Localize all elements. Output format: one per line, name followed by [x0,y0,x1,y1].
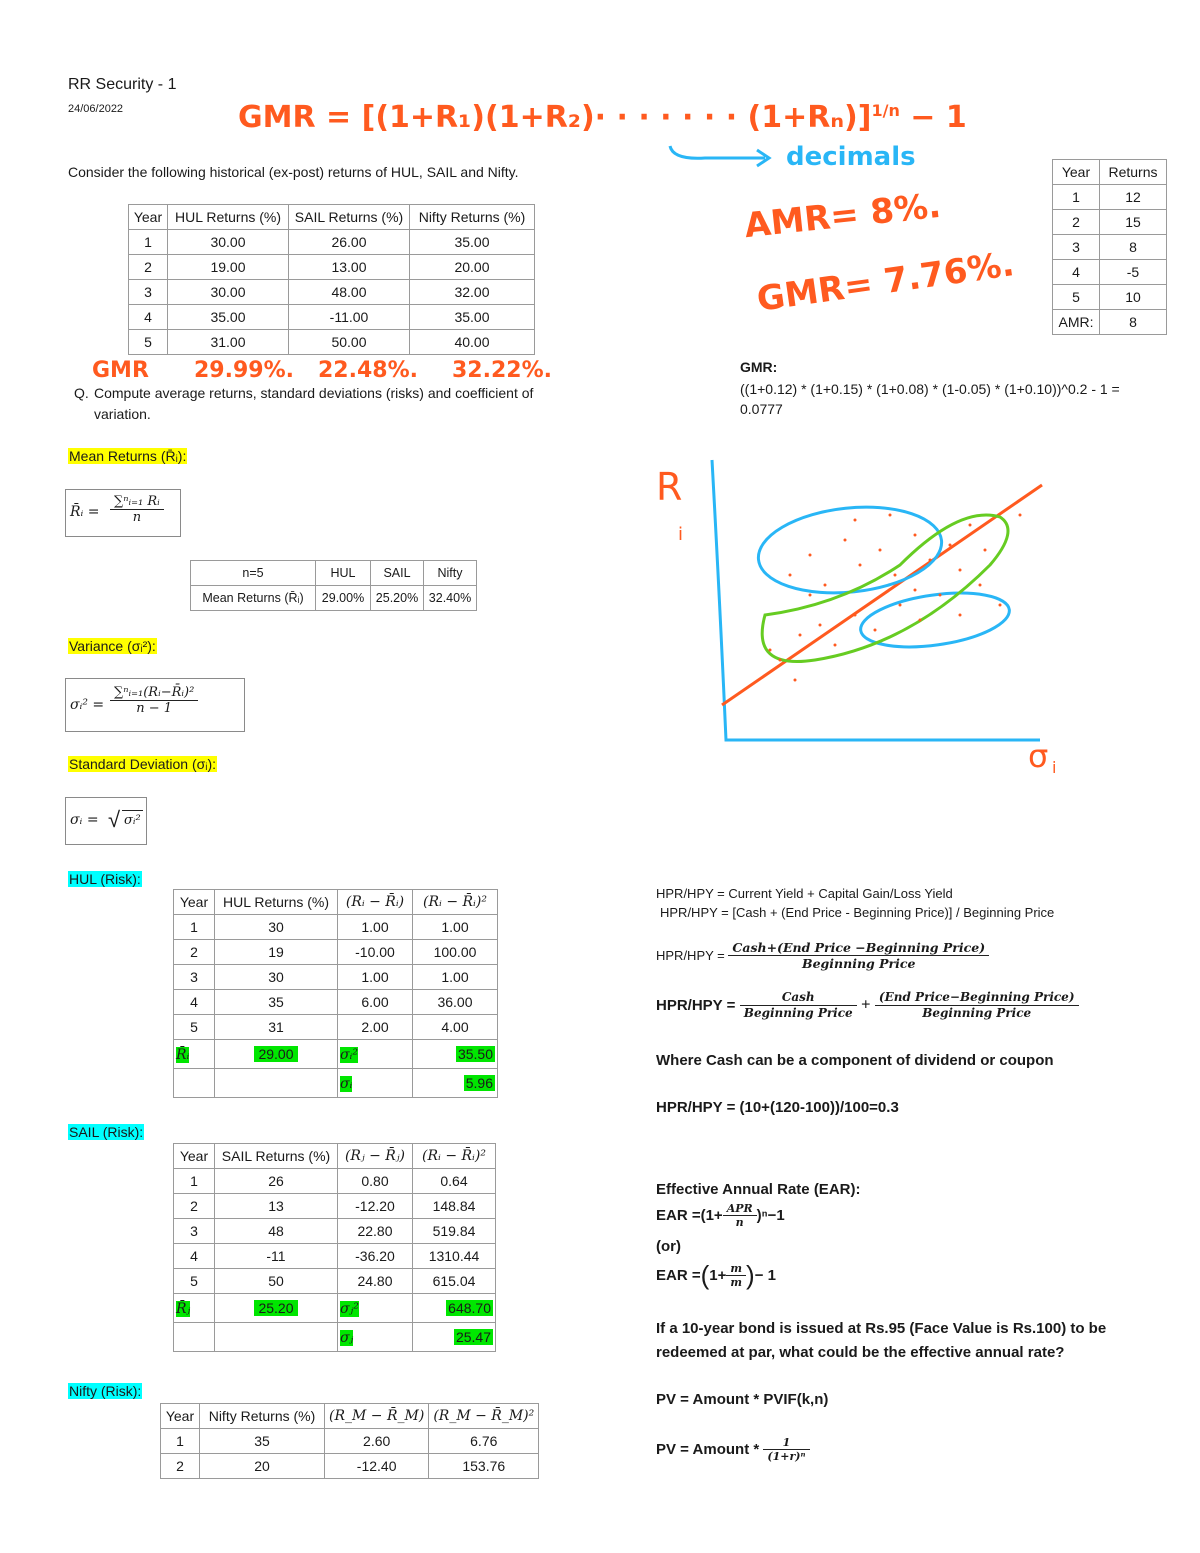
mean-value: 29.00 [254,1046,297,1062]
hpr-line2: HPR/HPY = [Cash + (End Price - Beginning Price)] / Beginning Price [660,905,1055,920]
table-cell: 32.40% [424,586,477,611]
nifty-risk-label [68,1382,142,1400]
sketch-axis-r-sub: i [678,524,684,545]
gmr-note-line1: ((1+0.12) * (1+0.15) * (1+0.08) * (1-0.05) * (1+0.10))^0.2 - 1 = [740,381,1120,397]
table-cell: 15 [1100,210,1167,235]
header-cell: SAIL Returns (%) [215,1144,338,1169]
ear-formula-2 [656,1260,776,1291]
hul-risk-table [173,889,498,1098]
table-cell: 5 [1053,285,1100,310]
ear-f2-rhs: − 1 [754,1267,776,1284]
returns-table-header [129,205,535,230]
table-cell: Mean Returns (R̄ᵢ) [191,586,316,611]
hpr-example: HPR/HPY = (10+(120-100))/100=0.3 [656,1099,899,1116]
ear-or: (or) [656,1238,681,1255]
table-row [129,305,535,330]
table-row-stats [174,1069,498,1098]
hul-risk-label [68,870,142,888]
table-cell: -36.20 [338,1244,413,1269]
stddev-formula [65,797,147,845]
header-cell: (R_M − R̄_M) [325,1404,429,1429]
header-cell: HUL Returns (%) [168,205,289,230]
table-cell: 4 [174,1244,215,1269]
table-row-stats [174,1294,496,1323]
table-row [129,255,535,280]
table-row [191,561,477,586]
decimals-arrow [665,140,785,170]
header-cell: Nifty Returns (%) [200,1404,325,1429]
table-cell: 19 [215,940,338,965]
hand-gmr-minus: − 1 [910,100,967,135]
stddev-value: 25.47 [455,1329,491,1345]
bond-question-1: If a 10-year bond is issued at Rs.95 (Face Value is Rs.100) to be [656,1320,1107,1337]
table-cell: -12.40 [325,1454,429,1479]
ear-f2-paren-right: ) [746,1260,755,1290]
hpr-f2-num1: Cash [740,990,857,1006]
mean-label-text: Mean Returns (R̄ᵢ): [69,448,187,464]
table-row [174,965,498,990]
table-row [174,1244,496,1269]
table-row [174,1144,496,1169]
header-cell: (Rᵢ − R̄ᵢ)² [413,1144,496,1169]
header-cell: HUL Returns (%) [215,890,338,915]
table-row [1053,285,1167,310]
table-cell: 0.80 [338,1169,413,1194]
table-cell: 35 [200,1429,325,1454]
table-row [129,230,535,255]
table-cell: 1 [161,1429,200,1454]
table-row [161,1454,539,1479]
header-cell: Year [174,890,215,915]
small-returns-table [1052,159,1167,335]
table-row [174,1169,496,1194]
hand-gmr-hul: 29.99%. [194,358,294,383]
sail-risk-table [173,1143,496,1352]
table-cell: 30.00 [168,280,289,305]
question-number: Q. [74,385,89,401]
table-cell: 6.00 [338,990,413,1015]
mean-formula-fraction [110,494,164,525]
table-cell: 2 [161,1454,200,1479]
ear-f2-num: m [726,1262,746,1276]
table-cell: 20.00 [410,255,535,280]
hpr-formula-2 [656,990,1079,1021]
table-cell: 2 [129,255,168,280]
pv-f2-lhs: PV = Amount * [656,1441,760,1458]
pv-f2-num: 1 [763,1436,809,1450]
table-cell: 35.00 [410,305,535,330]
stddev-formula-radicand: σᵢ² [122,810,143,828]
table-cell: 22.80 [338,1219,413,1244]
hand-gmr-nifty: 32.22%. [452,358,552,383]
hand-gmr-formula-text: GMR = [(1+R₁)(1+R₂)· · · · · · · (1+Rₙ)] [238,100,872,135]
ear-f1-rhs: )ⁿ−1 [756,1207,785,1224]
header-cell: Nifty [424,561,477,586]
sketch-axis-sigma-sub: i [1052,758,1057,777]
table-cell: 30 [215,915,338,940]
table-row [174,1015,498,1040]
table-row [174,940,498,965]
doc-date: 24/06/2022 [68,103,124,115]
header-cell: Year [1053,160,1100,185]
variance-value: 35.50 [457,1046,493,1062]
hand-gmr-formula [238,100,967,135]
table-cell: 2 [174,1194,215,1219]
mean-formula-lhs: R̄ᵢ = [70,504,100,520]
table-cell: -10.00 [338,940,413,965]
table-cell: 2 [174,940,215,965]
table-cell: 1 [174,915,215,940]
table-cell: 2 [1053,210,1100,235]
table-cell: 1.00 [413,915,498,940]
header-cell: Year [161,1404,200,1429]
sail-risk-label-text: SAIL (Risk): [69,1124,144,1140]
variance-formula-den: n − 1 [136,701,173,716]
returns-table [128,204,535,355]
table-cell: 31 [215,1015,338,1040]
variance-label [68,637,157,655]
table-cell: 3 [174,965,215,990]
hpr-line1: HPR/HPY = Current Yield + Capital Gain/Loss Yield [656,886,953,901]
table-cell: 35 [215,990,338,1015]
table-cell: 35.00 [410,230,535,255]
ear-f1-lhs: EAR =(1+ [656,1207,723,1224]
table-cell: 36.00 [413,990,498,1015]
mean-formula-den: n [132,510,142,525]
table-cell: 4 [129,305,168,330]
ear-f1-num: APR [723,1202,757,1216]
risk-return-sketch [650,455,1070,785]
table-cell: 29.00% [316,586,371,611]
table-cell: 2.00 [338,1015,413,1040]
table-cell: 1.00 [338,915,413,940]
ear-title: Effective Annual Rate (EAR): [656,1181,861,1198]
header-cell: Returns [1100,160,1167,185]
hpr-f2-num2: (End Price−Beginning Price) [875,990,1079,1006]
table-row [191,586,477,611]
table-cell: 40.00 [410,330,535,355]
table-cell: 19.00 [168,255,289,280]
table-cell: 48 [215,1219,338,1244]
table-cell: 5 [174,1269,215,1294]
table-cell: 6.76 [429,1429,539,1454]
table-cell: 4 [1053,260,1100,285]
gmr-note-label: GMR: [740,359,778,375]
header-cell: Year [129,205,168,230]
hpr-f2-lhs: HPR/HPY = [656,997,736,1014]
nifty-risk-label-text: Nifty (Risk): [69,1383,142,1399]
table-cell: 12 [1100,185,1167,210]
header-cell: (Rⱼ − R̄ⱼ) [338,1144,413,1169]
table-row [161,1404,539,1429]
table-cell: 5 [174,1015,215,1040]
table-row-stats [174,1323,496,1352]
hpr-cash-note: Where Cash can be a component of dividend or coupon [656,1052,1054,1069]
table-cell: 1310.44 [413,1244,496,1269]
table-cell: 519.84 [413,1219,496,1244]
stddev-label-text: Standard Deviation (σᵢ): [69,756,217,772]
table-cell: -11.00 [289,305,410,330]
nifty-risk-table [160,1403,539,1479]
table-row [161,1429,539,1454]
table-row [174,1194,496,1219]
pv-f2-den: (1+r)ⁿ [767,1450,806,1463]
hand-decimals: decimals [786,142,916,172]
question-text: Compute average returns, standard deviations (risks) and coefficient of [94,385,534,401]
ear-formula-1 [656,1202,785,1229]
table-cell: 35.00 [168,305,289,330]
variance-label-text: Variance (σᵢ²): [69,638,156,654]
table-cell: 1 [129,230,168,255]
table-cell: 8 [1100,310,1167,335]
stddev-symbol: σᵢ [340,1075,353,1092]
header-cell: SAIL [371,561,424,586]
table-cell: 153.76 [429,1454,539,1479]
doc-title: RR Security - 1 [68,76,177,93]
table-row [174,915,498,940]
hpr-f2-den1: Beginning Price [743,1006,853,1020]
variance-symbol: σᵢ² [340,1046,358,1063]
table-row [129,330,535,355]
header-cell: n=5 [191,561,316,586]
header-cell: HUL [316,561,371,586]
ear-f2-paren-left: ( [700,1260,710,1290]
table-cell: 3 [1053,235,1100,260]
table-row [1053,160,1167,185]
table-cell: 1 [174,1169,215,1194]
table-row-stats [174,1040,498,1069]
mean-formula [65,489,181,537]
table-cell: 5 [129,330,168,355]
table-cell: 32.00 [410,280,535,305]
header-cell: SAIL Returns (%) [289,205,410,230]
pv-formula-1: PV = Amount * PVIF(k,n) [656,1391,829,1408]
hpr-f1-den: Beginning Price [802,956,916,971]
table-cell: 50.00 [289,330,410,355]
table-row [1053,235,1167,260]
sail-risk-label [68,1123,144,1141]
mean-value: 25.20 [254,1300,297,1316]
stddev-value: 5.96 [465,1075,493,1091]
sqrt-icon: √ [108,807,121,832]
mean-symbol: R̄ᵢ [176,1046,190,1063]
variance-formula-fraction [110,685,198,716]
table-cell: 13 [215,1194,338,1219]
pv-formula-2 [656,1436,810,1463]
table-row [1053,260,1167,285]
variance-formula [65,678,245,732]
stddev-symbol: σⱼ [340,1329,354,1346]
table-row [174,1219,496,1244]
mean-returns-table [190,560,477,611]
header-cell: (Rᵢ − R̄ᵢ) [338,890,413,915]
sketch-trend-line [722,485,1042,705]
mean-symbol: R̄ⱼ [176,1300,191,1317]
table-cell: 30.00 [168,230,289,255]
table-cell: 615.04 [413,1269,496,1294]
gmr-note-line2: 0.0777 [740,401,783,417]
variance-value: 648.70 [448,1300,491,1316]
hpr-f2-den2: Beginning Price [922,1006,1032,1020]
table-cell: 2.60 [325,1429,429,1454]
table-cell: -11 [215,1244,338,1269]
variance-formula-num: ∑ⁿᵢ₌₁(Rᵢ−R̄ᵢ)² [110,685,198,701]
table-row [1053,185,1167,210]
table-row [174,1269,496,1294]
hpr-f1-lhs: HPR/HPY = [656,948,725,963]
table-row [1053,210,1167,235]
table-cell: 148.84 [413,1194,496,1219]
table-cell: 26.00 [289,230,410,255]
table-row [129,280,535,305]
hpr-formula-1 [656,940,989,971]
table-cell: 20 [200,1454,325,1479]
table-cell: 25.20% [371,586,424,611]
sketch-points [769,514,1022,682]
table-cell: 10 [1100,285,1167,310]
hand-gmr-exponent: 1/n [871,101,900,120]
ear-f2-den: m [730,1276,743,1289]
table-row [1053,310,1167,335]
table-cell: 3 [129,280,168,305]
table-cell: 4 [174,990,215,1015]
table-cell: 1 [1053,185,1100,210]
table-cell: 3 [174,1219,215,1244]
hand-gmr-label: GMR [92,358,149,383]
table-cell: 0.64 [413,1169,496,1194]
table-cell: -12.20 [338,1194,413,1219]
hul-risk-label-text: HUL (Risk): [69,871,141,887]
table-cell: 24.80 [338,1269,413,1294]
mean-label [68,447,187,465]
hpr-f1-num: Cash+(End Price −Beginning Price) [728,940,989,956]
sketch-axis-sigma: σ [1028,737,1049,775]
ear-f1-den: n [735,1216,744,1229]
ear-f2-one: 1+ [709,1267,727,1284]
hpr-f2-plus: + [861,996,871,1014]
intro-text: Consider the following historical (ex-post) returns of HUL, SAIL and Nifty. [68,164,519,180]
table-row [174,990,498,1015]
table-cell: 100.00 [413,940,498,965]
ear-f2-lhs: EAR = [656,1267,701,1284]
table-cell: 4.00 [413,1015,498,1040]
table-cell: -5 [1100,260,1167,285]
header-cell: Nifty Returns (%) [410,205,535,230]
bond-question-2: redeemed at par, what could be the effective annual rate? [656,1344,1065,1361]
variance-formula-lhs: σᵢ² = [70,697,105,713]
table-row [174,890,498,915]
table-cell: 8 [1100,235,1167,260]
variance-symbol: σⱼ² [340,1300,359,1317]
stddev-label [68,755,217,773]
mean-formula-num: ∑ⁿᵢ₌₁ Rᵢ [110,494,164,510]
header-cell: (Rᵢ − R̄ᵢ)² [413,890,498,915]
stddev-formula-lhs: σᵢ = [70,812,99,828]
table-cell: 13.00 [289,255,410,280]
table-cell: 30 [215,965,338,990]
table-cell: 26 [215,1169,338,1194]
hand-gmr-sail: 22.48%. [318,358,418,383]
table-cell: 50 [215,1269,338,1294]
table-cell: 48.00 [289,280,410,305]
table-cell: 1.00 [338,965,413,990]
hand-gmr-value: GMR= 7.76%. [754,244,1017,320]
header-cell: (R_M − R̄_M)² [429,1404,539,1429]
table-cell: 31.00 [168,330,289,355]
question-text-cont: variation. [94,406,151,422]
hand-amr: AMR= 8%. [742,185,943,247]
table-cell: 1.00 [413,965,498,990]
header-cell: Year [174,1144,215,1169]
table-cell: AMR: [1053,310,1100,335]
sketch-axis-r: R [656,465,683,509]
